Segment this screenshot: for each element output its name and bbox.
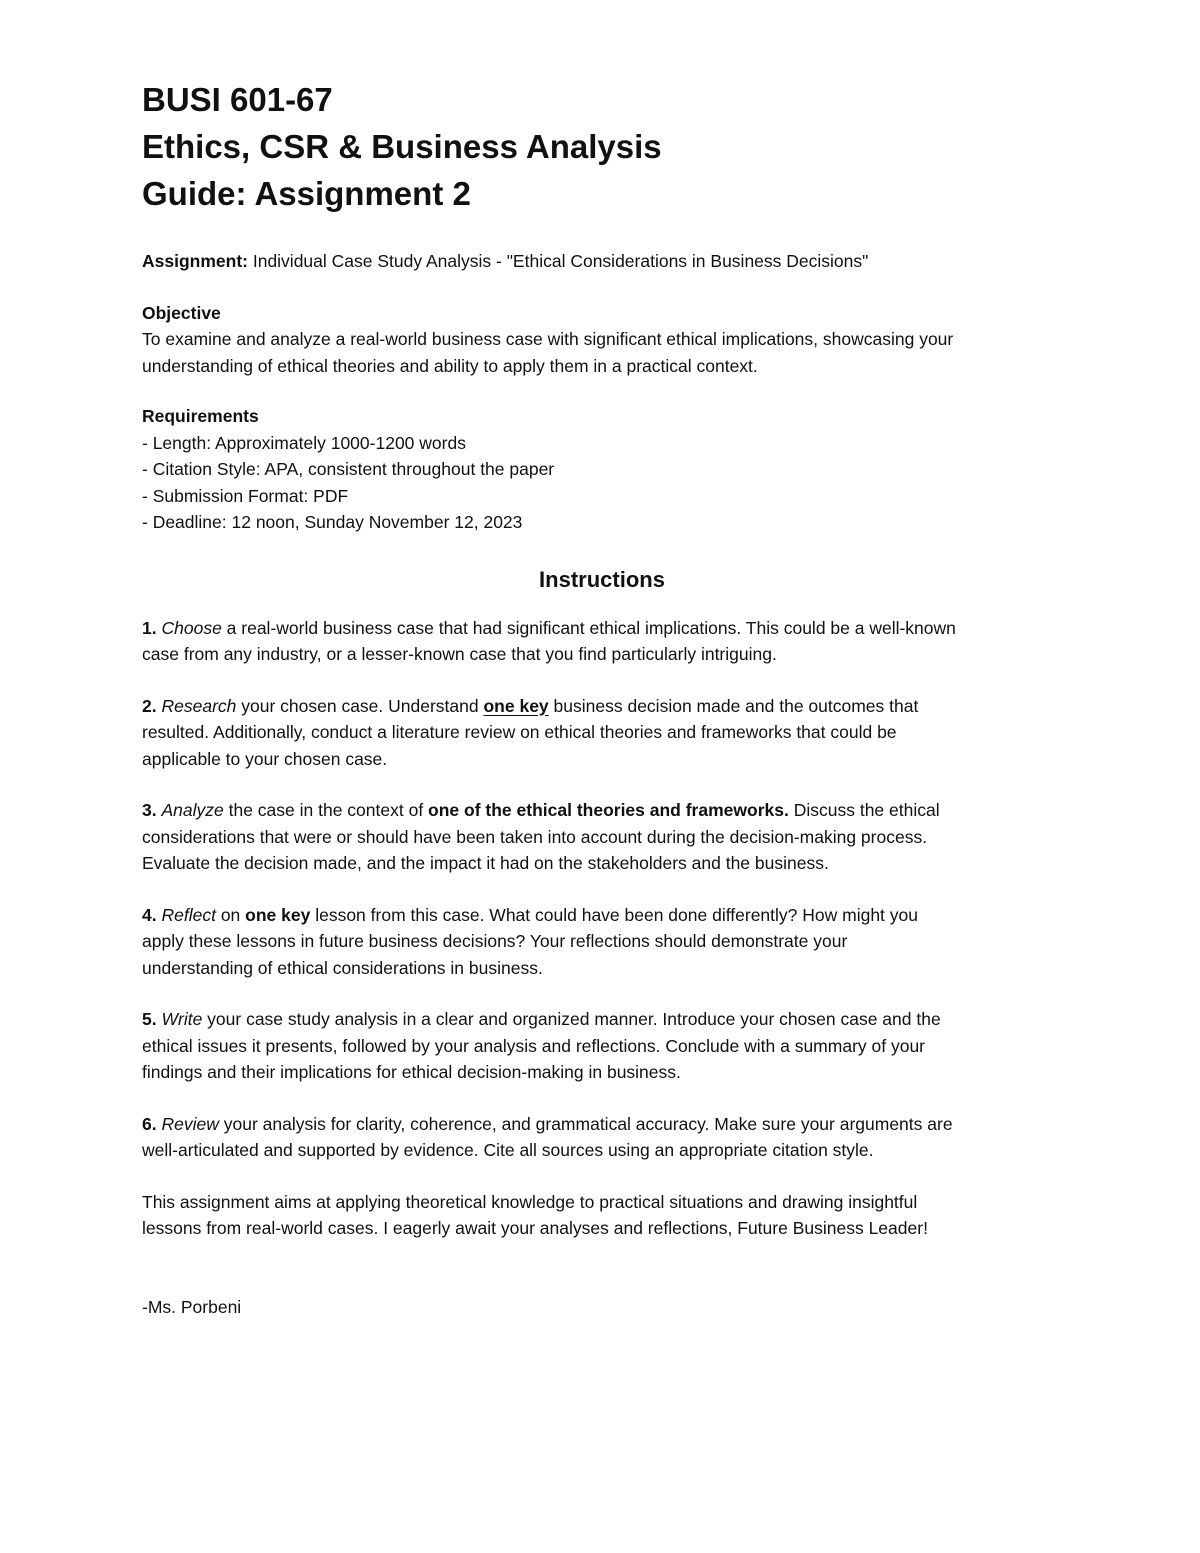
step-number: 5. <box>142 1009 157 1029</box>
step-verb: Reflect <box>161 904 216 925</box>
assignment-line <box>142 248 1062 275</box>
step-line: apply these lessons in future business decisions? Your reflections should demonstrate your <box>142 931 848 951</box>
step-verb: Review <box>161 1113 219 1134</box>
step-analyze <box>142 797 1062 877</box>
step-text: the case in the context of <box>223 800 429 820</box>
step-first-line <box>142 902 1062 929</box>
step-line: applicable to your chosen case. <box>142 748 388 769</box>
closing-line: This assignment aims at applying theoretical knowledge to practical situations and drawing insightful <box>142 1191 918 1212</box>
requirements-heading: Requirements <box>142 406 259 426</box>
step-verb: Analyze <box>161 800 224 820</box>
assignment-text: Individual Case Study Analysis - "Ethical Considerations in Business Decisions" <box>247 251 869 271</box>
objective-line: To examine and analyze a real-world business case with significant ethical implications, showcasing your <box>142 329 954 349</box>
requirement-deadline: - Deadline: 12 noon, Sunday November 12, 2023 <box>142 512 523 532</box>
requirements-section <box>142 403 1062 536</box>
step-line: findings and their implications for ethical decision-making in business. <box>142 1062 681 1082</box>
objective-line: understanding of ethical theories and ability to apply them in a practical context. <box>142 355 758 376</box>
requirement-format: - Submission Format: PDF <box>142 485 349 506</box>
step-text: your analysis for clarity, coherence, and grammatical accuracy. Make sure your arguments are <box>218 1113 953 1134</box>
step-first-line <box>142 693 1062 720</box>
course-code: BUSI 601-67 <box>142 81 333 118</box>
step-number: 1. <box>142 617 157 638</box>
step-line: resulted. Additionally, conduct a literature review on ethical theories and frameworks that could be <box>142 722 897 742</box>
objective-section <box>142 300 1062 380</box>
step-reflect <box>142 902 1062 982</box>
step-text: on <box>215 904 246 925</box>
step-line: well-articulated and supported by evidence. Cite all sources using an appropriate citation style. <box>142 1140 874 1160</box>
step-number: 3. <box>142 800 157 820</box>
requirement-citation: - Citation Style: APA, consistent throughout the paper <box>142 459 555 479</box>
step-first-line <box>142 615 1062 642</box>
step-text: Discuss the ethical <box>788 800 940 820</box>
document-content <box>142 76 1062 1320</box>
step-verb: Research <box>161 695 237 716</box>
step-first-line <box>142 1006 1062 1033</box>
step-text: your case study analysis in a clear and organized manner. Introduce your chosen case and the <box>202 1009 941 1029</box>
step-line: Evaluate the decision made, and the impact it had on the stakeholders and the business. <box>142 853 829 873</box>
guide-title: Guide: Assignment 2 <box>142 175 471 212</box>
signature: -Ms. Porbeni <box>142 1296 242 1317</box>
step-number: 6. <box>142 1113 157 1134</box>
instruction-steps <box>142 615 1062 1164</box>
step-text: your chosen case. Understand <box>236 695 484 716</box>
document-header <box>142 76 1062 217</box>
step-first-line <box>142 1111 1062 1138</box>
step-emphasis: one of the ethical theories and frameworks. <box>428 800 789 820</box>
step-line: case from any industry, or a lesser-known case that you find particularly intriguing. <box>142 644 777 664</box>
step-line: ethical issues it presents, followed by your analysis and reflections. Conclude with a summary of your <box>142 1035 926 1056</box>
step-text: lesson from this case. What could have been done differently? How might you <box>310 904 918 925</box>
step-review <box>142 1111 1062 1164</box>
course-name: Ethics, CSR & Business Analysis <box>142 128 662 165</box>
step-choose <box>142 615 1062 668</box>
step-line: understanding of ethical considerations in business. <box>142 957 543 978</box>
step-emphasis: one key <box>245 904 311 925</box>
assignment-label: Assignment: <box>142 251 248 271</box>
step-verb: Choose <box>161 617 222 638</box>
closing-line: lessons from real-world cases. I eagerly await your analyses and reflections, Future Business Leader! <box>142 1218 928 1238</box>
objective-heading: Objective <box>142 302 221 323</box>
step-emphasis: one key <box>483 695 549 716</box>
step-research <box>142 693 1062 773</box>
closing-paragraph <box>142 1189 1062 1242</box>
step-number: 4. <box>142 904 157 925</box>
step-text: business decision made and the outcomes that <box>548 695 919 716</box>
instructions-heading: Instructions <box>539 566 665 592</box>
step-number: 2. <box>142 695 157 716</box>
requirement-length: - Length: Approximately 1000-1200 words <box>142 432 466 453</box>
step-line: considerations that were or should have been taken into account during the decision-making process. <box>142 826 928 847</box>
step-text: a real-world business case that had significant ethical implications. This could be a well-known <box>221 617 956 638</box>
step-verb: Write <box>161 1009 203 1029</box>
step-first-line <box>142 797 1062 824</box>
step-write <box>142 1006 1062 1086</box>
